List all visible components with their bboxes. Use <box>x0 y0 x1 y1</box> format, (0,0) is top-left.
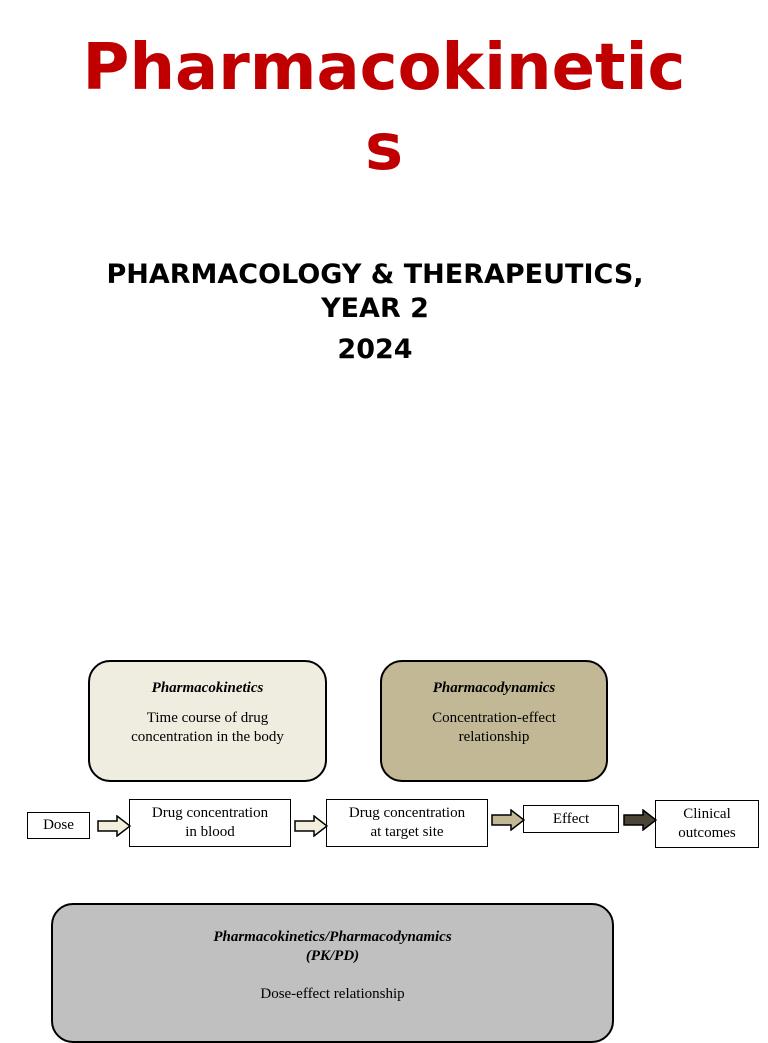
pkpd-heading-1: Pharmacokinetics/Pharmacodynamics <box>213 929 452 945</box>
flow-label: Drug concentration <box>151 805 269 821</box>
course-name: PHARMACOLOGY & THERAPEUTICS, <box>106 259 644 290</box>
flow-label: in blood <box>185 824 235 840</box>
course-subtitle <box>0 258 750 326</box>
course-year-level: YEAR 2 <box>321 293 429 324</box>
title-line-2: s <box>364 111 404 185</box>
pharmacodynamics-desc-2: relationship <box>458 729 530 745</box>
right-arrow-icon <box>294 815 328 837</box>
flow-label: outcomes <box>678 825 736 841</box>
flow-label: Effect <box>552 810 590 827</box>
pharmacokinetics-desc-2: concentration in the body <box>131 729 284 745</box>
year-label: 2024 <box>337 334 413 365</box>
pkpd-box <box>51 903 614 1043</box>
title-line-1: Pharmacokinetic <box>82 31 686 105</box>
flow-label: Clinical <box>683 806 731 822</box>
pharmacodynamics-box <box>380 660 608 782</box>
flow-label: Dose <box>43 817 74 833</box>
pkpd-heading-2: (PK/PD) <box>305 948 360 964</box>
flow-box-target-site-concentration <box>326 799 488 847</box>
pharmacodynamics-desc-1: Concentration-effect <box>432 710 556 726</box>
flow-label: Drug concentration <box>348 805 466 821</box>
right-arrow-icon <box>97 815 131 837</box>
page-title <box>0 28 768 188</box>
flow-box-blood-concentration <box>129 799 291 847</box>
pharmacokinetics-desc-1: Time course of drug <box>146 710 269 726</box>
pharmacokinetics-box <box>88 660 327 782</box>
right-arrow-icon <box>491 809 525 831</box>
flow-box-dose <box>27 812 90 839</box>
flow-box-effect <box>523 805 619 833</box>
right-arrow-icon <box>623 809 657 831</box>
flow-box-clinical-outcomes <box>655 800 759 848</box>
pkpd-desc: Dose-effect relationship <box>260 986 405 1002</box>
flow-label: at target site <box>370 824 444 840</box>
pharmacodynamics-heading: Pharmacodynamics <box>432 680 556 696</box>
pharmacokinetics-heading: Pharmacokinetics <box>151 680 264 696</box>
